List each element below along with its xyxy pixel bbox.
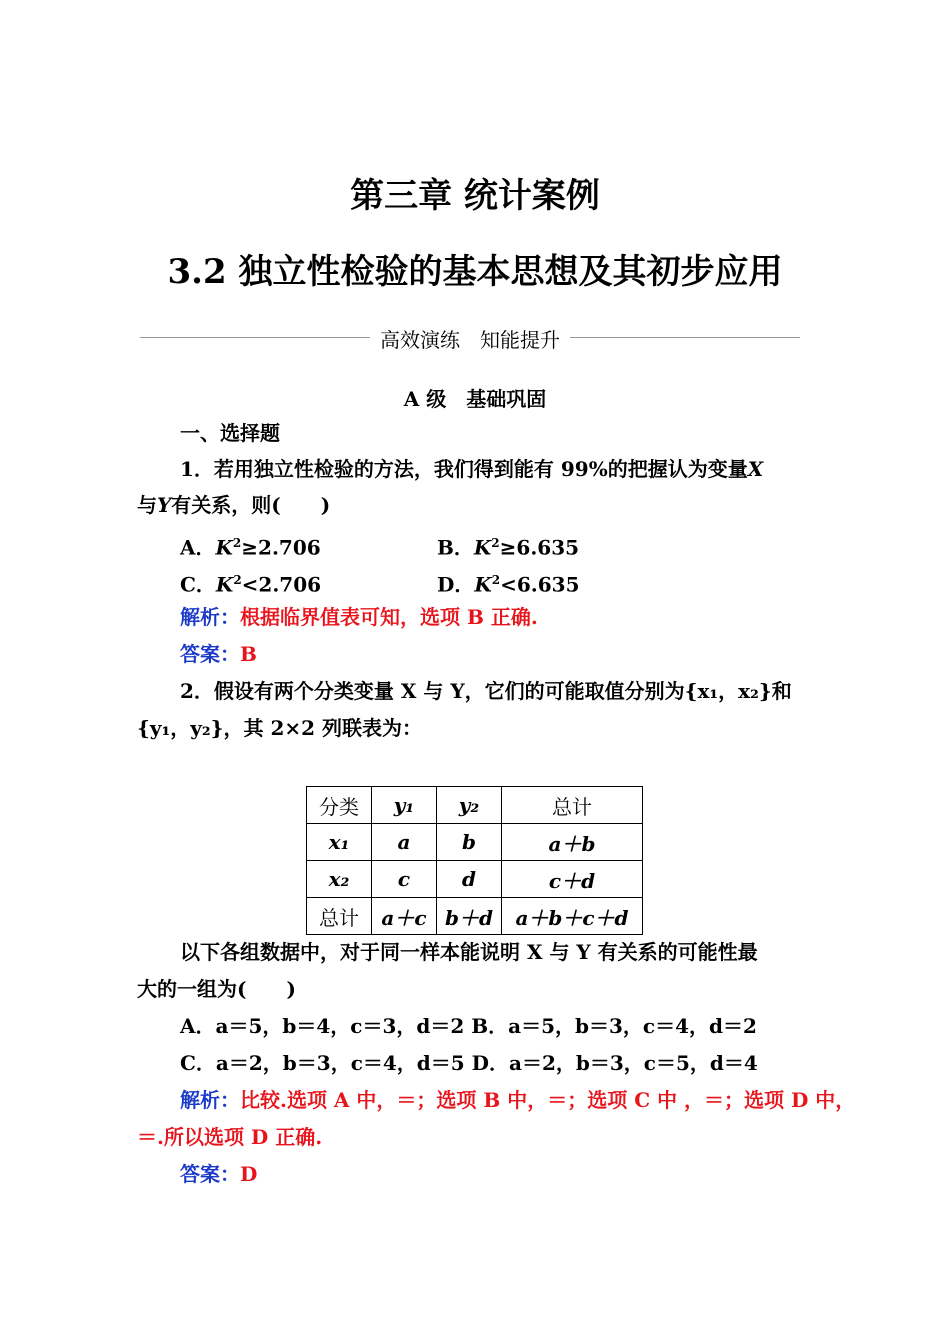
q2-answer-value: D (240, 1162, 258, 1186)
chapter-title: 第三章 统计案例 (350, 176, 600, 216)
contingency-table (306, 786, 643, 935)
q1-option-b (437, 530, 579, 561)
q1-option-a-value: ≥2.706 (241, 535, 321, 560)
q1-stem-line1 (180, 456, 763, 482)
banner (140, 322, 800, 352)
q2-options-ab: A．a＝5，b＝4，c＝3，d＝2 B．a＝5，b＝3，c＝4，d＝2 (180, 1014, 757, 1038)
table-cell: d (462, 867, 476, 891)
q2-stem-line1: 2．假设有两个分类变量 X 与 Y，它们的可能取值分别为{x₁，x₂}和 (180, 679, 792, 703)
q2-answer-label: 答案： (180, 1162, 240, 1186)
q2-analysis-line1 (180, 1087, 855, 1113)
table-header-row (307, 787, 643, 824)
q1-option-a-exp: 2 (232, 536, 242, 550)
q1-option-d (437, 567, 579, 598)
q1-option-b-value: ≥6.635 (499, 535, 580, 560)
table-row (307, 824, 643, 861)
q1-stem-text: 1．若用独立性检验的方法，我们得到能有 99%的把握认为变量 (180, 457, 748, 481)
q1-stem-post: 有关系，则( ) (171, 493, 331, 517)
table-cell: a＋b (548, 831, 596, 856)
table-row (307, 861, 643, 898)
q1-option-c (180, 567, 321, 598)
q1-stem-pre: 与 (137, 493, 157, 517)
level-title: A 级 基础巩固 (403, 387, 547, 411)
q1-analysis (180, 604, 538, 630)
q1-analysis-text: 根据临界值表可知，选项 B 正确. (240, 605, 538, 629)
table-cell: x₁ (328, 830, 350, 854)
q1-option-c-exp: 2 (233, 573, 242, 587)
q1-answer (180, 641, 257, 667)
table-cell: a (397, 830, 411, 854)
q1-option-b-label: B． (437, 535, 474, 560)
q1-option-d-exp: 2 (491, 573, 501, 587)
table-header-cell: 分类 (307, 787, 372, 824)
q1-option-d-value: <6.635 (500, 572, 580, 597)
table-header-cell: 总计 (502, 787, 643, 824)
q1-answer-label: 答案： (180, 642, 240, 666)
q1-option-b-k: K (473, 535, 492, 560)
q1-option-d-k: K (474, 572, 492, 597)
q1-option-d-label: D． (437, 572, 475, 597)
q1-stem-line2 (137, 492, 330, 518)
table-row (307, 898, 643, 935)
q1-option-c-k: K (215, 572, 234, 597)
q1-option-b-exp: 2 (491, 536, 500, 550)
q1-var-x: X (747, 457, 764, 481)
table-cell: c (397, 867, 411, 891)
table-cell: c＋d (548, 868, 596, 893)
table-cell: a＋c (381, 905, 427, 930)
q1-option-a-k: K (215, 535, 233, 560)
q2-follow-line1: 以下各组数据中，对于同一样本能说明 X 与 Y 有关系的可能性最 (180, 940, 758, 964)
table-header-cell: y₂ (458, 793, 480, 817)
q2-options-cd: C．a＝2，b＝3，c＝4，d＝5 D．a＝2，b＝3，c＝5，d＝4 (180, 1051, 758, 1075)
q1-option-a-label: A． (180, 535, 216, 560)
q2-analysis-line2: ＝.所以选项 D 正确. (137, 1125, 323, 1149)
section-title: 3.2 独立性检验的基本思想及其初步应用 (167, 252, 783, 292)
q2-analysis-label: 解析： (180, 1088, 240, 1112)
q1-var-y: Y (157, 493, 172, 517)
table-cell: b＋d (445, 905, 493, 930)
q1-answer-value: B (240, 642, 257, 666)
q2-stem-line2: {y₁，y₂}，其 2×2 列联表为： (137, 716, 422, 740)
q2-answer (180, 1161, 257, 1187)
table-header-cell: y₁ (393, 793, 415, 817)
q2-follow-line2: 大的一组为( ) (137, 977, 296, 1001)
table-cell: a＋b＋c＋d (515, 905, 629, 930)
q1-analysis-label: 解析： (180, 605, 240, 629)
q1-option-c-value: <2.706 (241, 572, 322, 597)
table-cell: 总计 (307, 898, 372, 935)
table-cell: b (462, 830, 476, 854)
table-cell: x₂ (328, 867, 350, 891)
q2-analysis-text: 比较.选项 A 中，＝；选项 B 中，＝；选项 C 中 ，＝；选项 D 中， (240, 1088, 856, 1112)
q1-option-c-label: C． (180, 572, 216, 597)
banner-text: 高效演练 知能提升 (370, 328, 570, 352)
part-title: 一、选择题 (180, 421, 280, 445)
q1-option-a (180, 530, 321, 561)
